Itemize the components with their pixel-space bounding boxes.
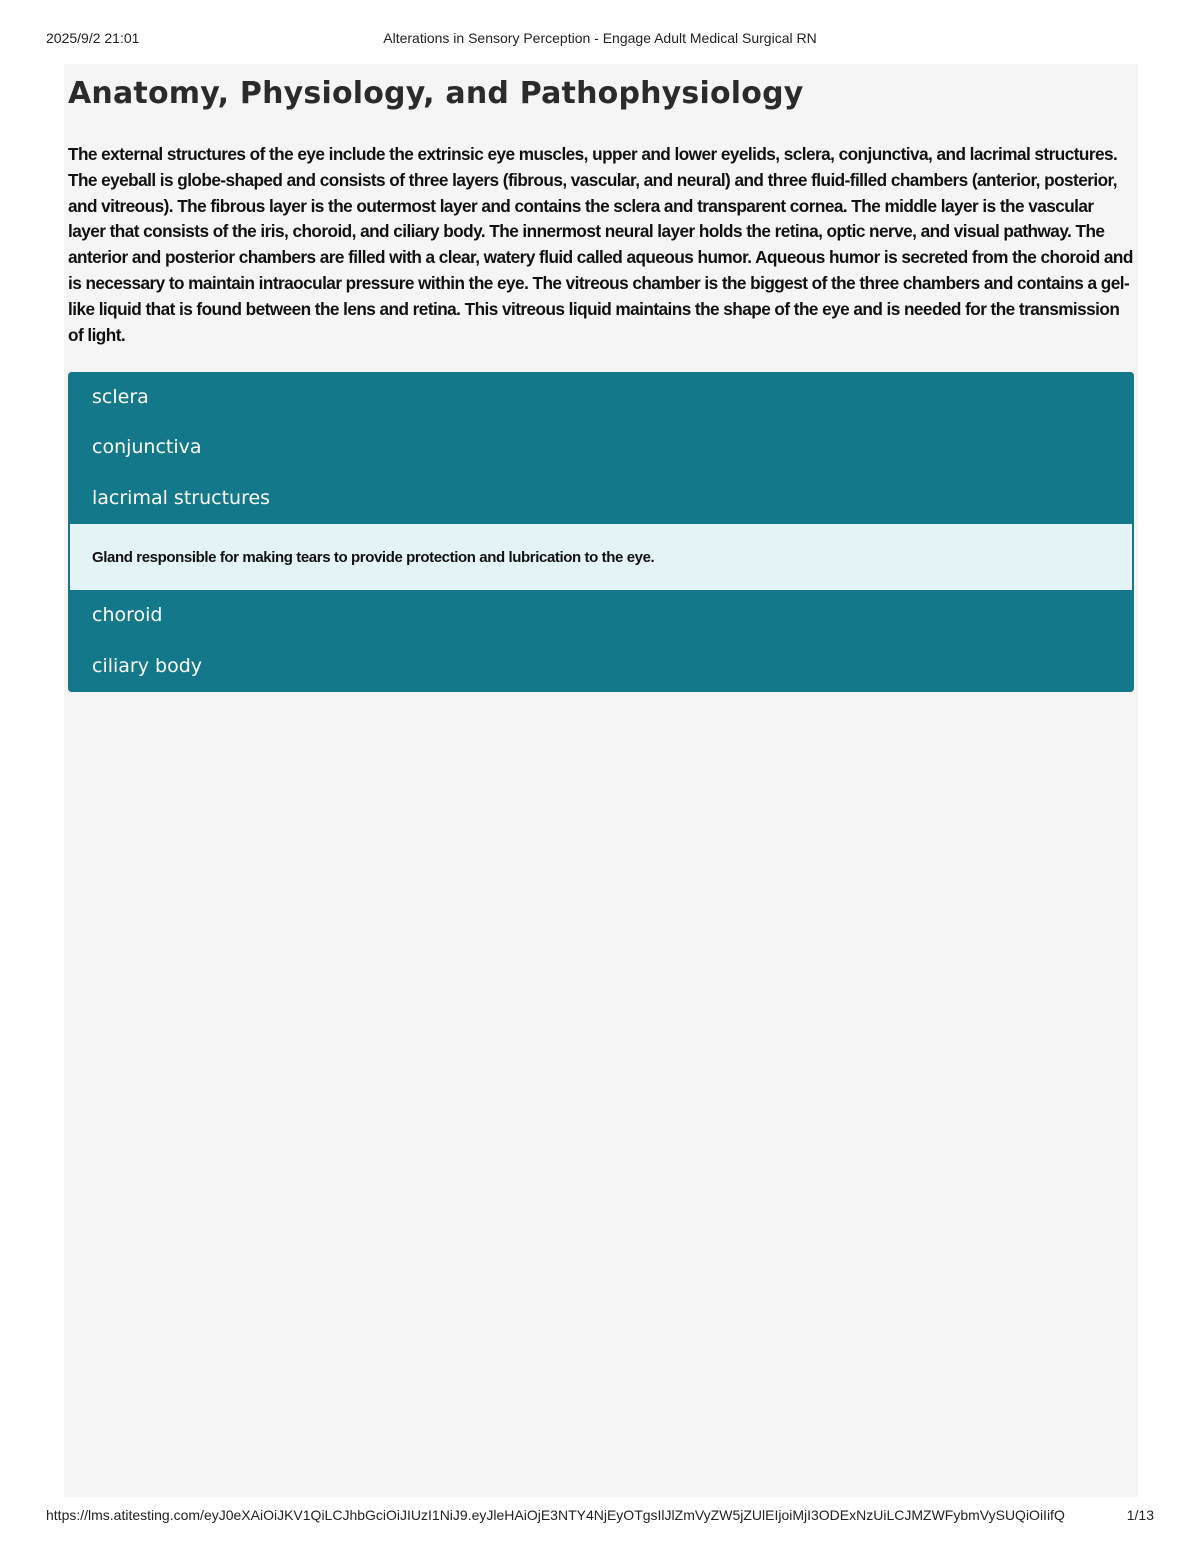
accordion-item-ciliary-body[interactable]: ciliary body — [68, 641, 1134, 692]
print-date: 2025/9/2 21:01 — [46, 30, 140, 46]
accordion-item-lacrimal-structures[interactable]: lacrimal structures — [68, 473, 1134, 524]
print-url: https://lms.atitesting.com/eyJ0eXAiOiJKV1QiLCJhbGciOiJIUzI1NiJ9.eyJleHAiOjE3NTY4NjEyOTgsIlJlZmVyZW5jZUlEIjoiMjI3ODExNzUiLCJMZWFybmVySUQiOiIifQ — [46, 1507, 1065, 1523]
intro-paragraph: The external structures of the eye include the extrinsic eye muscles, upper and lower eyelids, sclera, conjunctiva, and lacrimal structures. The eyeball is globe-shaped and consists of three layers (fibrous, vascular, and neural) and three fluid-filled chambers (anterior, posterior, and vitreous). The fibrous layer is the outermost layer and contains the sclera and transparent cornea. The middle layer is the vascular layer that consists of the iris, choroid, and ciliary body. The innermost neural layer holds the retina, optic nerve, and visual pathway. The anterior and posterior chambers are filled with a clear, watery fluid called aqueous humor. Aqueous humor is secreted from the choroid and is necessary to maintain intraocular pressure within the eye. The vitreous chamber is the biggest of the three chambers and contains a gel-like liquid that is found between the lens and retina. This vitreous liquid maintains the shape of the eye and is needed for the transmission of light. — [68, 144, 1133, 345]
anatomy-accordion — [68, 372, 1134, 692]
accordion-item-choroid[interactable]: choroid — [68, 590, 1134, 641]
accordion-item-sclera[interactable]: sclera — [68, 372, 1134, 422]
print-header — [46, 30, 1154, 50]
accordion-panel-lacrimal-structures — [68, 524, 1134, 590]
print-footer — [46, 1507, 1154, 1527]
page-number: 1/13 — [1126, 1507, 1154, 1523]
accordion-panel-text: Gland responsible for making tears to provide protection and lubrication to the eye. — [92, 548, 655, 566]
print-document-title: Alterations in Sensory Perception - Engage Adult Medical Surgical RN — [383, 30, 817, 46]
section-title: Anatomy, Physiology, and Pathophysiology — [68, 76, 804, 111]
content-panel — [64, 64, 1138, 1497]
accordion-item-conjunctiva[interactable]: conjunctiva — [68, 422, 1134, 473]
